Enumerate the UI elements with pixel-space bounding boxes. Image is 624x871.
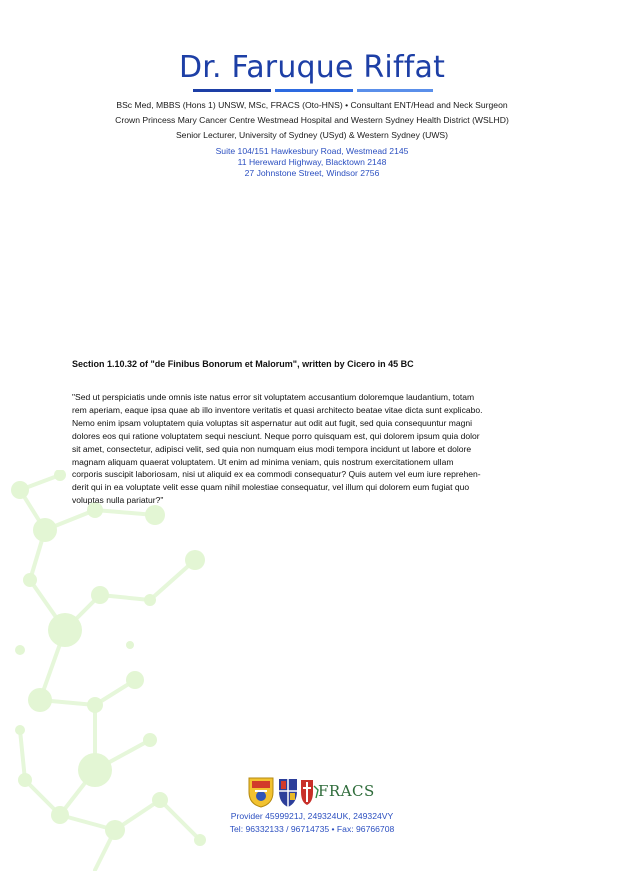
footer-block — [0, 810, 624, 835]
doctor-name: Dr. Faruque Riffat — [178, 50, 446, 85]
body-line: sit amet, consectetur, adipisci velit, sed quia non numquam eius modi tempora incidunt ut labore et dolore — [72, 443, 472, 454]
address-line: 11 Hereward Highway, Blacktown 2148 — [237, 157, 387, 167]
body-line: derit qui in ea voluptate velit esse quam nihil molestiae consequatur, vel illum qui dolorem eum fugiat quo — [72, 482, 470, 493]
qualification-line: Crown Princess Mary Cancer Centre Westmead Hospital and Western Sydney Health District (WSLHD) — [115, 115, 509, 125]
addresses-block — [0, 146, 624, 179]
fracs-crest-logo — [301, 780, 318, 805]
fracs-wordmark: FRACS — [318, 782, 375, 800]
body-line: voluptas nulla pariatur?" — [72, 495, 164, 506]
body-line: rem aperiam, eaque ipsa quae ab illo inventore veritatis et quasi architecto beatae vitae dicta sunt explicabo. — [72, 404, 483, 415]
qualification-line: BSc Med, MBBS (Hons 1) UNSW, MSc, FRACS (Oto-HNS) • Consultant ENT/Head and Neck Surgeon — [116, 100, 508, 110]
qualification-line: Senior Lecturer, University of Sydney (USyd) & Western Sydney (UWS) — [175, 130, 449, 140]
underline-bar-dark — [193, 89, 271, 92]
body-line: dolores eos qui ratione voluptatem sequi nesciunt. Neque porro quisquam est, qui dolorem ipsum quia dolor — [72, 430, 480, 441]
body-line: magnam aliquam quaerat voluptatem. Ut enim ad minima veniam, quis nostrum exercitationem ullam — [72, 456, 454, 467]
body-line: Nemo enim ipsam voluptatem quia voluptas sit aspernatur aut odit aut fugit, sed quia consequuntur magni — [72, 417, 473, 428]
underline-bar-medium — [275, 89, 353, 92]
underline-bar-light — [357, 89, 433, 92]
qualifications-block — [0, 98, 624, 143]
section-title: Section 1.10.32 of "de Finibus Bonorum et Malorum", written by Cicero in 45 BC — [72, 359, 414, 369]
body-line: corporis suscipit laboriosam, nisi ut aliquid ex ea commodi consequatur? Quis autem vel eum iure reprehen- — [72, 469, 481, 480]
provider-numbers: Provider 4599921J, 249324UK, 249324VY — [230, 811, 394, 821]
unsw-crest-logo — [249, 778, 273, 807]
address-line: 27 Johnstone Street, Windsor 2756 — [244, 168, 380, 178]
body-line: "Sed ut perspiciatis unde omnis iste natus error sit voluptatem accusantium doloremque laudantium, totam — [72, 392, 475, 402]
contact-numbers: Tel: 96332133 / 96714735 • Fax: 96766708 — [229, 823, 395, 834]
university-shield-logo — [279, 779, 297, 807]
body-paragraph — [72, 391, 556, 507]
name-underline-bars — [193, 89, 433, 93]
address-line: Suite 104/151 Hawkesbury Road, Westmead 2145 — [215, 146, 409, 156]
